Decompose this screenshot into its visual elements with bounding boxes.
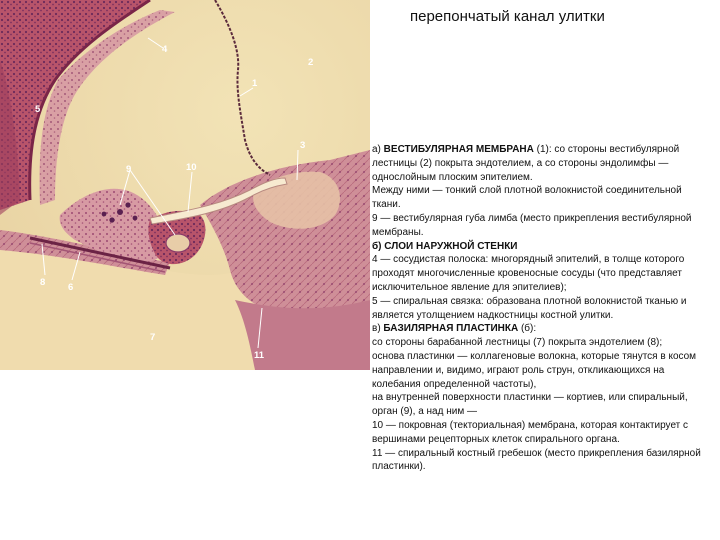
section-c-line-3: на внутренней поверхности пластинки — кортиев, или спиральный, орган (9), а над ним —	[372, 392, 688, 418]
section-a-heading: ВЕСТИБУЛЯРНАЯ МЕМБРАНА	[383, 144, 534, 155]
section-c-paragraph	[372, 322, 712, 336]
section-a-line-3: 9 — вестибулярная губа лимба (место прикрепления вестибулярной мембраны.	[372, 212, 692, 238]
section-b-line-5: 5 — спиральная связка: образована плотной волокнистой тканью и является утолщением надкостницы костной улитки.	[372, 295, 687, 321]
label-5: 5	[35, 104, 41, 115]
section-b-line-4: 4 — сосудистая полоска: многорядный эпителий, в толще которого проходят многочисленные кровеносные сосуды (что представляет исключительное явление для эпителиев);	[372, 254, 685, 293]
section-c-line-1: со стороны барабанной лестницы (7) покрыта эндотелием (8);	[372, 337, 663, 349]
section-c-line-2: основа пластинки — коллагеновые волокна, которые тянутся в косом направлении и, видимо, играют роль струн, откликающихся на колебания определенной частоты),	[372, 350, 697, 390]
label-6: 6	[68, 282, 74, 293]
slide-title: перепончатый канал улитки	[410, 8, 605, 25]
section-c-prefix: в)	[372, 323, 384, 335]
section-c-line-5: 11 — спиральный костный гребешок (место прикрепления базилярной пластинки).	[372, 447, 701, 473]
label-11: 11	[254, 350, 265, 361]
section-c-line-4: 10 — покровная (текториальная) мембрана, которая контактирует с вершинами рецепторных клеток спирального органа.	[372, 419, 689, 445]
cochlear-duct-image	[0, 0, 370, 370]
section-b-heading: б) СЛОИ НАРУЖНОЙ СТЕНКИ	[372, 240, 518, 252]
label-8: 8	[40, 277, 46, 288]
section-c-heading: БАЗИЛЯРНАЯ ПЛАСТИНКА	[383, 323, 519, 335]
label-9: 9	[126, 164, 132, 175]
section-a-paragraph	[372, 143, 712, 184]
label-3: 3	[300, 140, 306, 151]
label-1: 1	[252, 78, 258, 89]
label-10: 10	[186, 162, 197, 173]
label-7: 7	[150, 332, 156, 343]
histology-micrograph	[0, 0, 370, 370]
section-a-text: (1): со стороны вестибулярной лестницы (2) покрыта эндотелием, а со стороны эндолимфы — однослойным плоским эпителием.	[372, 144, 680, 183]
section-a-line-2: Между ними — тонкий слой плотной волокнистой соединительной ткани.	[372, 185, 682, 211]
label-2: 2	[308, 57, 314, 68]
description-text	[372, 143, 712, 474]
label-4: 4	[162, 44, 168, 55]
section-c-tail: (б):	[518, 323, 537, 335]
section-a-prefix: a)	[372, 144, 384, 155]
